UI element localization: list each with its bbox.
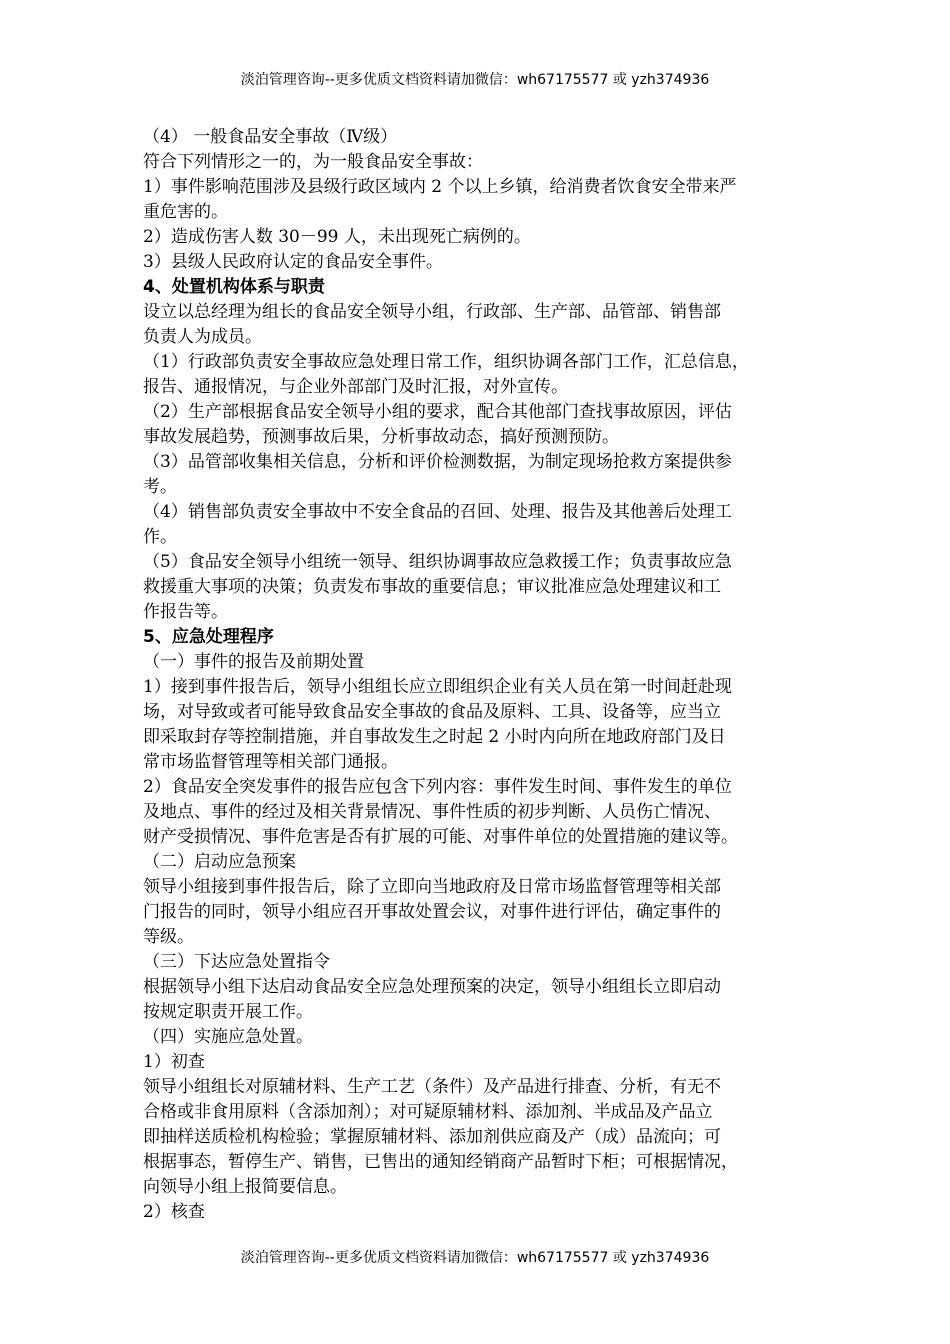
text-line: （2）生产部根据食品安全领导小组的要求，配合其他部门查找事故原因，评估 [143,402,732,422]
text-line: 事故发展趋势，预测事故后果，分析事故动态，搞好预测预防。 [143,427,619,447]
text-line: 考。 [143,477,177,497]
text-line: 向领导小组上报简要信息。 [143,1177,347,1197]
text-line: 合格或非食用原料（含添加剂）；对可疑原辅材料、添加剂、半成品及产品立 [143,1102,713,1122]
text-line: 2）核查 [143,1202,205,1222]
text-line: 符合下列情形之一的，为一般食品安全事故： [143,152,483,172]
text-line: 作。 [143,527,177,547]
text-line: 负责人为成员。 [143,327,262,347]
text-line: 作报告等。 [143,602,228,622]
text-line: 常市场监督管理等相关部门通报。 [143,752,398,772]
text-line: （四）实施应急处置。 [143,1027,313,1047]
page-footer: 淡泊管理咨询--更多优质文档资料请加微信：wh67175577 或 yzh374936 [240,1250,710,1266]
text-line: 报告、通报情况，与企业外部部门及时汇报，对外宣传。 [143,377,568,397]
text-line: 1）初查 [143,1052,205,1072]
text-line: 根据事态，暂停生产、销售，已售出的通知经销商产品暂时下柜；可根据情况， [143,1152,738,1172]
text-line: 及地点、事件的经过及相关背景情况、事件性质的初步判断、人员伤亡情况、 [143,802,721,822]
text-line: （三）下达应急处置指令 [143,952,330,972]
document-body [143,125,808,1225]
text-line: 等级。 [143,927,194,947]
text-line: 即抽样送质检机构检验；掌握原辅材料、添加剂供应商及产（成）品流向；可 [143,1127,721,1147]
text-line: 3）县级人民政府认定的食品安全事件。 [143,252,443,272]
text-line: 2）食品安全突发事件的报告应包含下列内容：事件发生时间、事件发生的单位 [143,777,732,797]
text-line: 设立以总经理为组长的食品安全领导小组，行政部、生产部、品管部、销售部 [143,302,721,322]
text-line: （4）销售部负责安全事故中不安全食品的召回、处理、报告及其他善后处理工 [143,502,732,522]
text-line: 场，对导致或者可能导致食品安全事故的食品及原料、工具、设备等，应当立 [143,702,721,722]
page-header: 淡泊管理咨询--更多优质文档资料请加微信：wh67175577 或 yzh374936 [240,72,710,88]
text-line: （1）行政部负责安全事故应急处理日常工作，组织协调各部门工作，汇总信息， [143,352,749,372]
text-line: （3）品管部收集相关信息，分析和评价检测数据，为制定现场抢救方案提供参 [143,452,732,472]
text-line: （二）启动应急预案 [143,852,296,872]
text-line: （5）食品安全领导小组统一领导、组织协调事故应急救援工作；负责事故应急 [143,552,732,572]
text-line: 领导小组组长对原辅材料、生产工艺（条件）及产品进行排查、分析，有无不 [143,1077,721,1097]
section-heading: 5、应急处理程序 [143,627,274,647]
text-line: 救援重大事项的决策；负责发布事故的重要信息；审议批准应急处理建议和工 [143,577,721,597]
text-line: 即采取封存等控制措施，并自事故发生之时起 2 小时内向所在地政府部门及日 [143,727,726,747]
text-line: 1）事件影响范围涉及县级行政区域内 2 个以上乡镇，给消费者饮食安全带来严 [143,177,737,197]
text-line: 财产受损情况、事件危害是否有扩展的可能、对事件单位的处置措施的建议等。 [143,827,738,847]
text-line: 门报告的同时，领导小组应召开事故处置会议，对事件进行评估，确定事件的 [143,902,721,922]
text-line: 按规定职责开展工作。 [143,1002,313,1022]
text-line: （一）事件的报告及前期处置 [143,652,364,672]
text-line: 重危害的。 [143,202,228,222]
text-line: 1）接到事件报告后，领导小组组长应立即组织企业有关人员在第一时间赶赴现 [143,677,732,697]
text-line: （4） 一般食品安全事故（Ⅳ级） [143,127,398,147]
text-line: 2）造成伤害人数 30－99 人，未出现死亡病例的。 [143,227,531,247]
text-line: 根据领导小组下达启动食品安全应急处理预案的决定，领导小组组长立即启动 [143,977,721,997]
text-line: 领导小组接到事件报告后，除了立即向当地政府及日常市场监督管理等相关部 [143,877,721,897]
section-heading: 4、处置机构体系与职责 [143,277,325,297]
